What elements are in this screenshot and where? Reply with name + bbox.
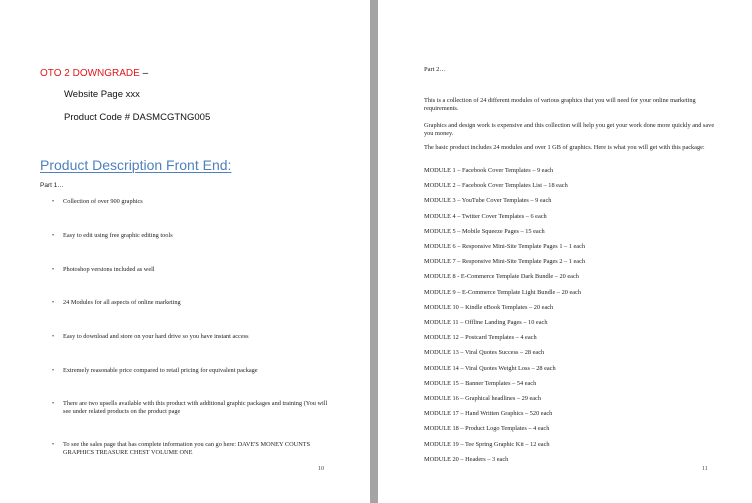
module-item: MODULE 10 – Kindle eBook Templates – 20 each bbox=[424, 303, 554, 311]
module-item: MODULE 19 – Tee Spring Graphic Kit – 12 each bbox=[424, 440, 550, 448]
module-item: MODULE 13 – Viral Quotes Success – 28 each bbox=[424, 349, 545, 357]
product-description-heading: Product Description Front End: bbox=[40, 157, 232, 173]
bullet-icon: • bbox=[52, 300, 55, 306]
bullet-icon: • bbox=[52, 368, 55, 374]
bullet-icon: • bbox=[52, 267, 55, 273]
website-page-label: Website Page xxx bbox=[64, 89, 140, 100]
module-item: MODULE 4 – Twitter Cover Templates – 6 each bbox=[424, 212, 547, 220]
module-item: MODULE 11 – Offline Landing Pages – 10 each bbox=[424, 319, 548, 326]
module-item: MODULE 14 – Viral Quotes Weight Loss – 28 each bbox=[424, 364, 556, 372]
module-item: MODULE 9 – E-Commerce Template Light Bundle – 20 each bbox=[424, 288, 582, 296]
bullet-icon: • bbox=[52, 442, 55, 448]
bullet-text: Collection of over 900 graphics bbox=[63, 198, 143, 205]
module-item: MODULE 17 – Hand Written Graphics – 520 each bbox=[424, 410, 553, 418]
oto-title: OTO 2 DOWNGRADE – bbox=[40, 68, 149, 79]
bullet-text: Easy to download and store on your hard drive so you have instant access bbox=[63, 333, 249, 340]
module-item: MODULE 7 – Responsive Mini-Site Template Pages 2 – 1 each bbox=[424, 258, 586, 266]
bullet-text: Extremely reasonable price compared to retail pricing for equivalent package bbox=[63, 367, 258, 374]
oto-dash: – bbox=[139, 68, 149, 79]
module-item: MODULE 1 – Facebook Cover Templates – 9 each bbox=[424, 167, 554, 174]
intro-paragraph: This is a collection of 24 different modules of various graphics that you will need for your online marketing requirements. bbox=[424, 97, 696, 112]
page-number-right: 11 bbox=[702, 466, 708, 472]
module-item: MODULE 18 – Product Logo Templates – 4 each bbox=[424, 425, 550, 433]
document-page-right bbox=[378, 0, 752, 503]
bullet-icon: • bbox=[52, 233, 55, 239]
module-item: MODULE 5 – Mobile Squeeze Pages – 15 each bbox=[424, 227, 545, 235]
part-1-label: Part 1… bbox=[40, 182, 64, 189]
bullet-text: To see the sales page that has complete information you can go here: DAVE'S MONEY COUNTS GRAPHICS TREASURE CHEST VOLUME ONE bbox=[63, 441, 311, 456]
package-paragraph: The basic product includes 24 modules and over 1 GB of graphics. Here is what you will get with this package: bbox=[424, 144, 705, 151]
bullet-icon: • bbox=[52, 334, 55, 340]
module-item: MODULE 12 – Postcard Templates – 4 each bbox=[424, 334, 537, 342]
module-item: MODULE 3 – YouTube Cover Templates – 9 each bbox=[424, 197, 552, 205]
module-item: MODULE 16 – Graphical headlines – 29 each bbox=[424, 395, 541, 402]
part-2-label: Part 2… bbox=[424, 66, 446, 73]
product-code-label: Product Code # DASMCGTNG005 bbox=[64, 112, 211, 123]
page-number-left: 10 bbox=[318, 466, 324, 472]
module-item: MODULE 2 – Facebook Cover Templates List – 18 each bbox=[424, 182, 568, 190]
bullet-text: There are two upsells available with this product with additional graphic packages and training (You will see under related products on the product page bbox=[63, 400, 328, 415]
module-item: MODULE 8 - E-Commerce Template Dark Bundle – 20 each bbox=[424, 273, 579, 281]
bullet-icon: • bbox=[52, 401, 55, 407]
module-item: MODULE 6 – Responsive Mini-Site Template Pages 1 – 1 each bbox=[424, 243, 586, 250]
bullet-text: Photoshop versions included as well bbox=[63, 266, 155, 273]
document-page-left bbox=[0, 0, 370, 503]
module-item: MODULE 15 – Banner Templates – 54 each bbox=[424, 379, 537, 387]
bullet-text: 24 Modules for all aspects of online marketing bbox=[63, 299, 181, 306]
cost-paragraph: Graphics and design work is expensive and this collection will help you get your work done more quickly and save you money. bbox=[424, 122, 715, 137]
module-item: MODULE 20 – Headers – 3 each bbox=[424, 455, 509, 463]
bullet-icon: • bbox=[52, 199, 55, 205]
bullet-text: Easy to edit using free graphic editing tools bbox=[63, 232, 173, 239]
